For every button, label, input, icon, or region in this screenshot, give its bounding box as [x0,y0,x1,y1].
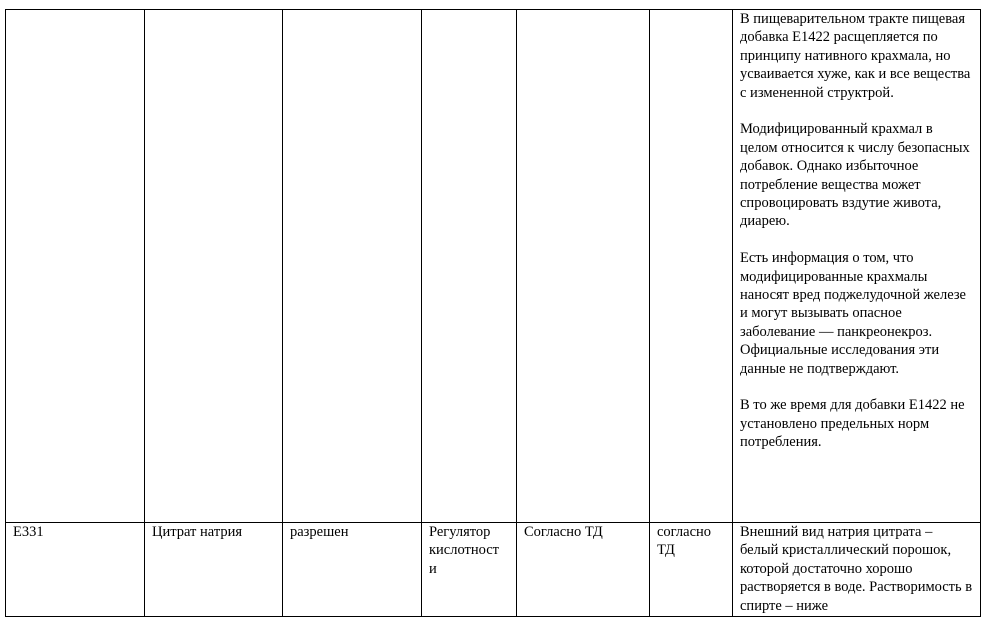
cell-norm-2: согласно ТД [650,523,733,617]
cell-norm-2 [650,10,733,523]
description-paragraph: В пищеварительном тракте пищевая добавка Е1422 расщепляется по принципу нативного крахмала, но усваивается хуже, как и все вещества с измененной структрой. [740,11,971,101]
cell-description [733,10,981,523]
table-row [6,523,981,617]
additives-table [5,9,981,617]
cell-name [145,10,283,523]
cell-status [283,10,422,523]
description-paragraph: В то же время для добавки Е1422 не установлено предельных норм потребления. [740,397,965,451]
cell-status: разрешен [283,523,422,617]
cell-function [422,10,517,523]
cell-norm [517,10,650,523]
cell-name: Цитрат натрия [145,523,283,617]
description-paragraph: Модифицированный крахмал в целом относится к числу безопасных добавок. Однако избыточное потребление вещества может спровоцировать вздутие живота, диарею. [740,121,970,230]
cell-description: Внешний вид натрия цитрата – белый кристаллический порошок, которой достаточно хорошо растворяется в воде. Растворимость в спирте – ниже [733,523,981,617]
cell-norm: Согласно ТД [517,523,650,617]
description-paragraph: Есть информация о том, что модифицированные крахмалы наносят вред поджелудочной железе и могут вызывать опасное заболевание — панкреонекроз. Официальные исследования эти данные не подтверждают. [740,250,966,377]
cell-code: Е331 [6,523,145,617]
cell-code [6,10,145,523]
table-row [6,10,981,523]
cell-function: Регулятор кислотност и [422,523,517,617]
